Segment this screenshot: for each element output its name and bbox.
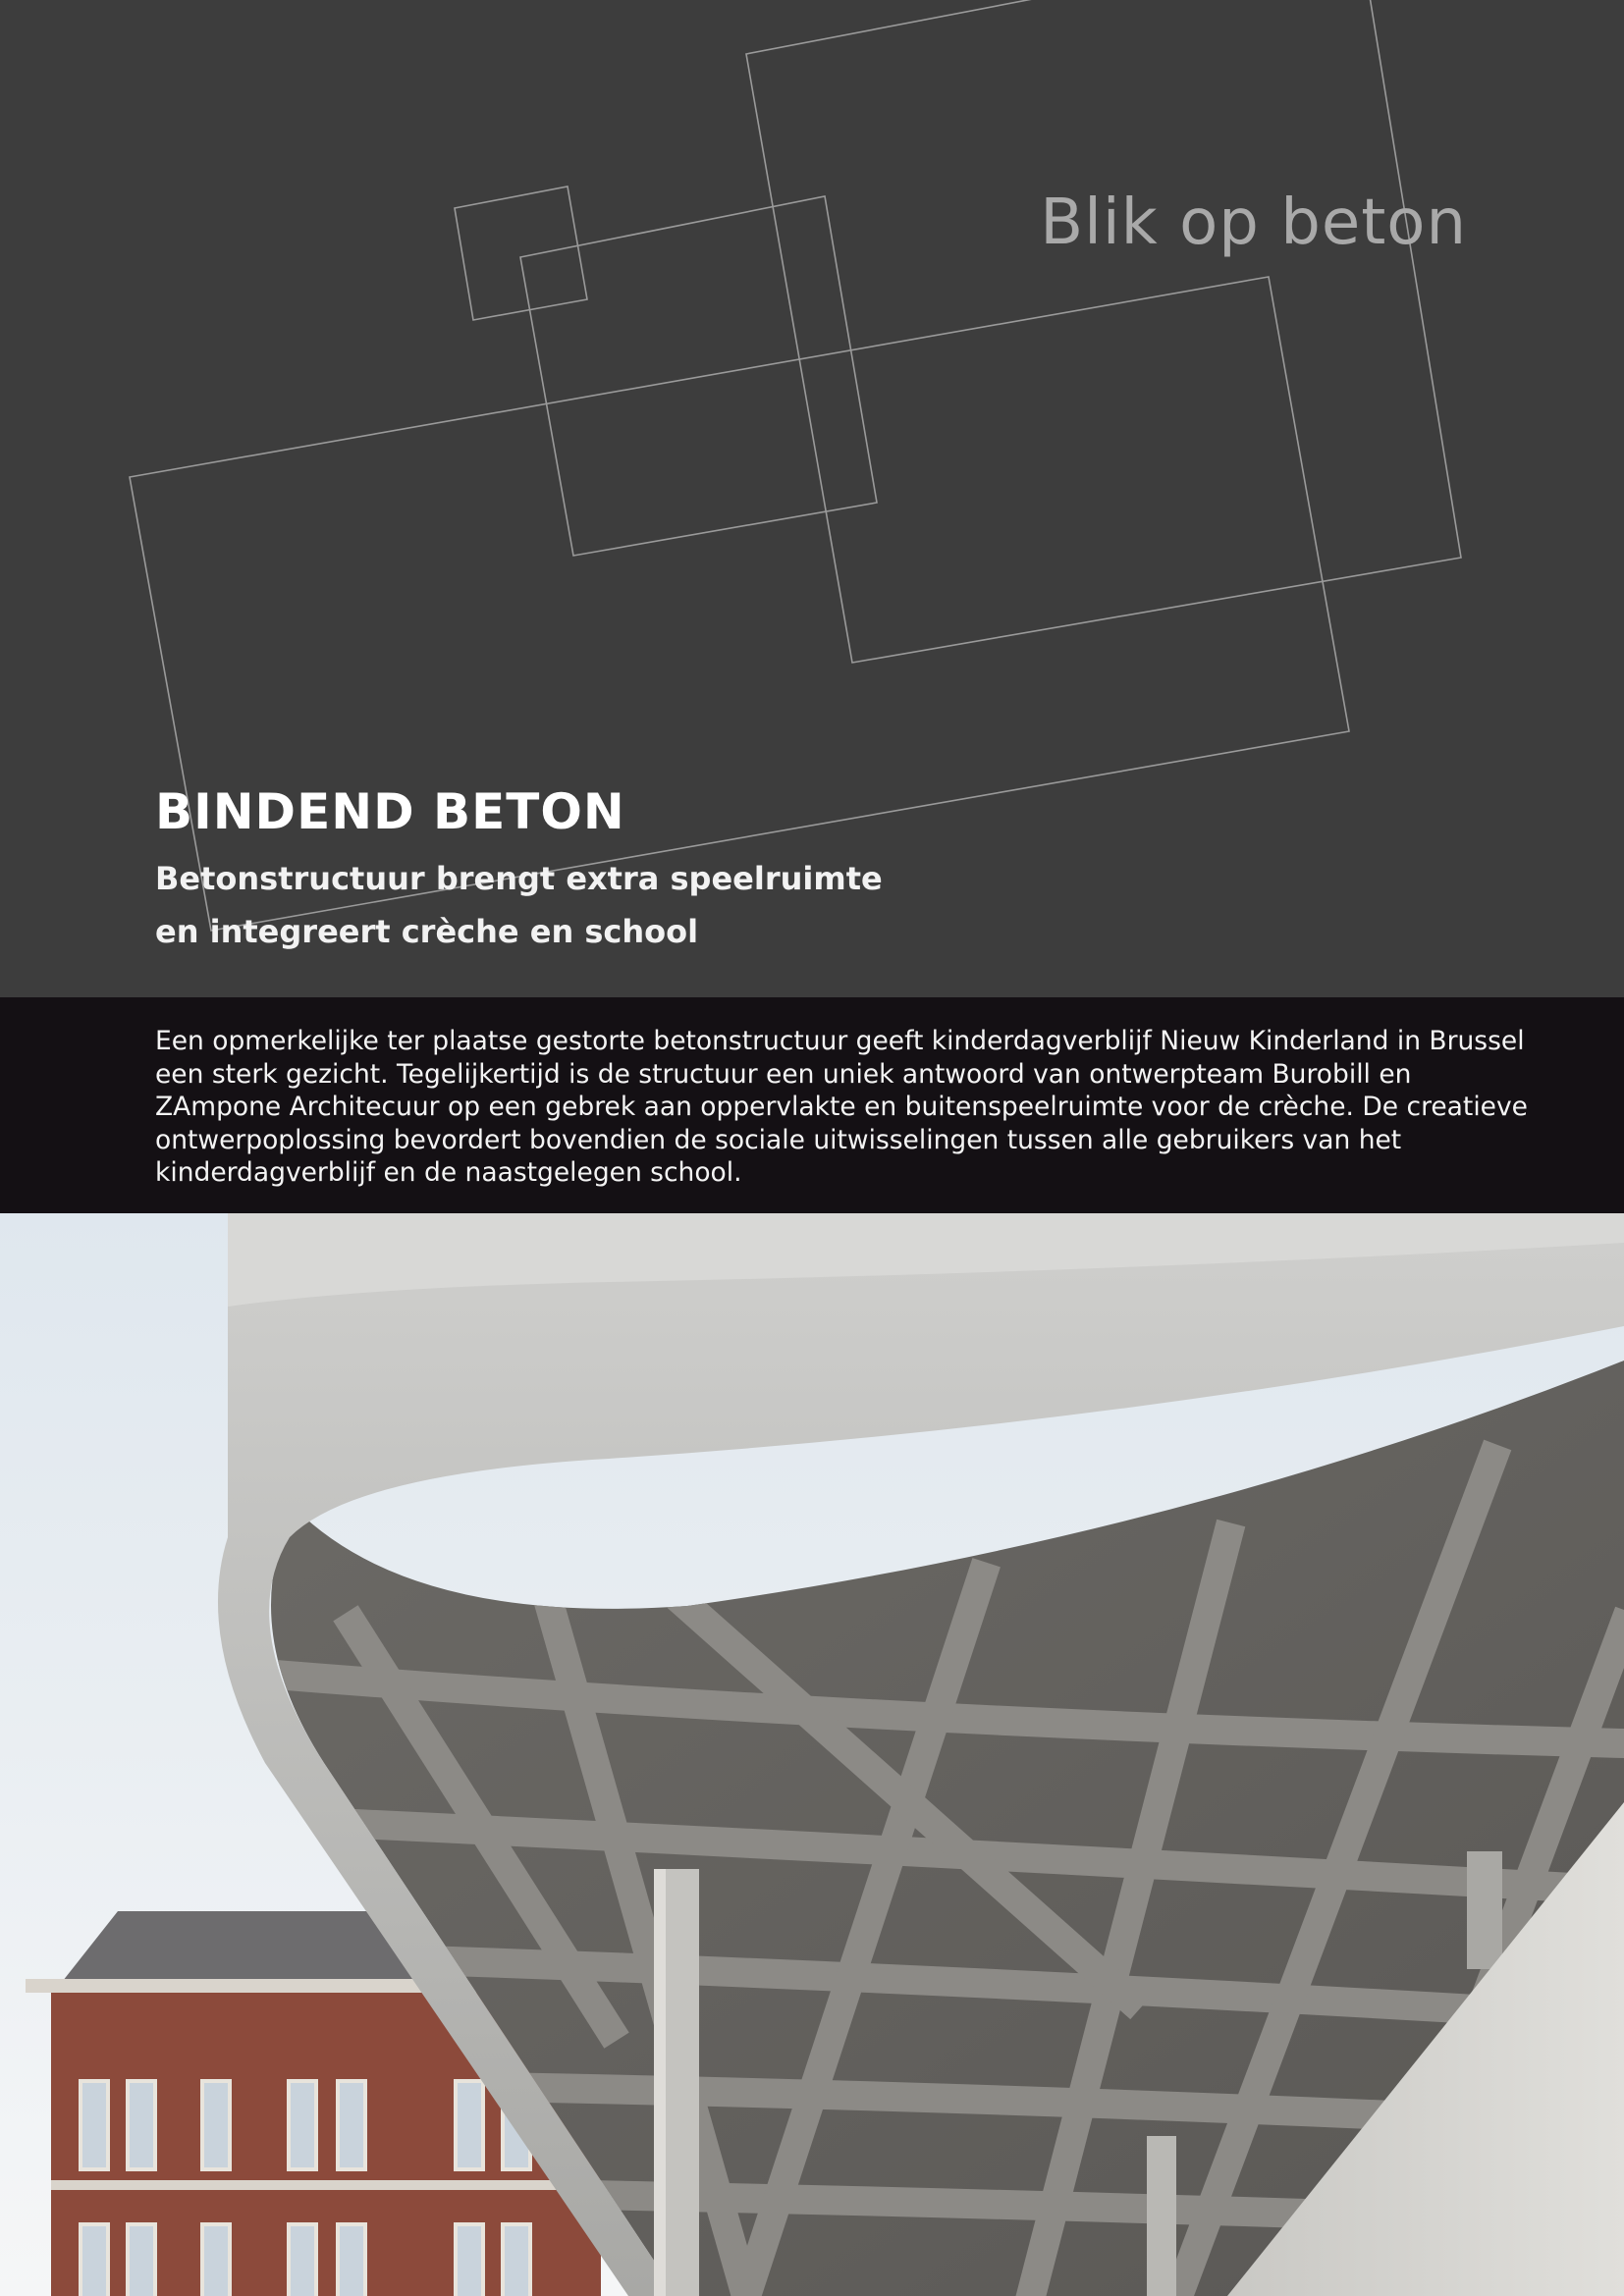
series-title: Blik op beton — [1040, 187, 1467, 259]
concrete-canopy-illustration — [0, 1213, 1624, 2296]
outline-square-small — [455, 187, 587, 320]
subtitle — [155, 852, 1137, 958]
subtitle-line-1: Betonstructuur brengt extra speelruimte — [155, 860, 883, 897]
decorative-squares — [0, 0, 1624, 997]
outline-square-large — [746, 0, 1461, 663]
subtitle-line-2: en integreert crèche en school — [155, 913, 699, 950]
header-band — [0, 0, 1624, 997]
intro-band — [0, 997, 1624, 1213]
page-title: BINDEND BETON — [155, 783, 625, 840]
outline-square-medium — [520, 196, 877, 556]
building-photo — [0, 1213, 1624, 2296]
intro-paragraph: Een opmerkelijke ter plaatse gestorte betonstructuur geeft kinderdagverblijf Nieuw Kinderland in Brussel een sterk gezicht. Tegelijkertijd is de structuur een uniek antwoord van ontwerpteam Burobill en ZAmpone Architecuur op een gebrek aan oppervlakte en buitenspeelruimte voor de crèche. De creatieve ontwerpoplossing bevordert bovendien de sociale uitwisselingen tussen alle gebruikers van het kinderdagverblijf en de naastgelegen school. — [155, 1026, 1528, 1188]
